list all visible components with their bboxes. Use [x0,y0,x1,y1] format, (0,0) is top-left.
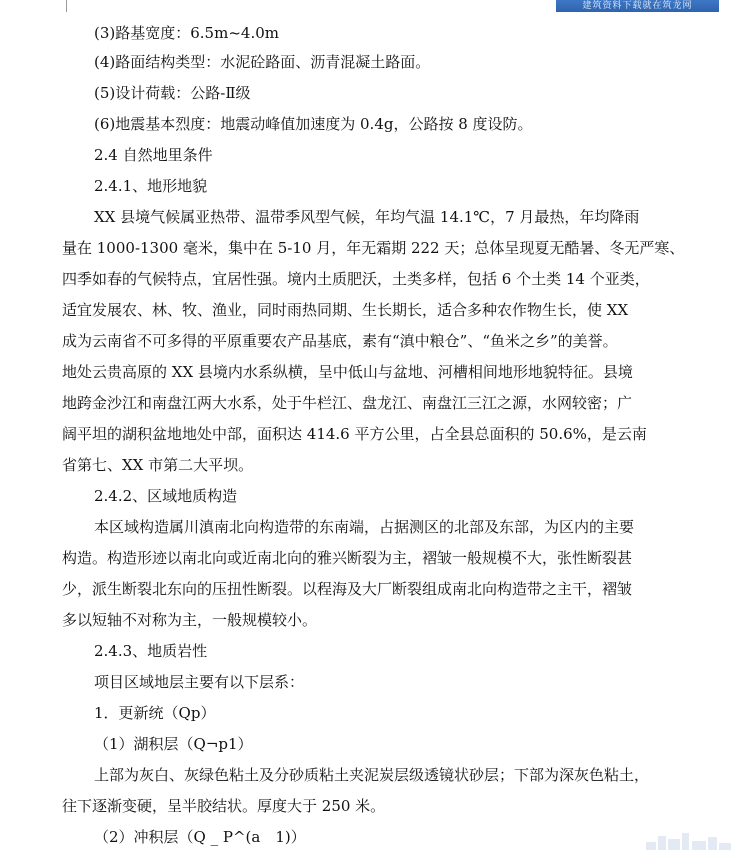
section-heading-2-4: 2.4 自然地里条件 [94,146,213,164]
spec-design-load: (5)设计荷载：公路-Ⅱ级 [94,84,251,102]
subsection-heading-2-4-1: 2.4.1、地形地貌 [94,177,208,195]
spec-roadbed-width: (3)路基宽度：6.5m~4.0m [94,24,279,42]
paragraph-line: 地处云贵高原的 XX 县境内水系纵横，呈中低山与盆地、河槽相间地形地貌特征。县境 [62,363,633,381]
subsection-heading-2-4-3: 2.4.3、地质岩性 [94,642,208,660]
paragraph-line: 本区域构造属川滇南北向构造带的东南端，占据测区的北部及东部，为区内的主要 [94,518,635,536]
subsection-heading-2-4-2: 2.4.2、区域地质构造 [94,487,238,505]
watermark-banner: 建筑资料下载就在筑龙网 [556,0,719,12]
paragraph-line: 成为云南省不可多得的平原重要农产品基底，素有“滇中粮仓”、“鱼米之乡”的美誉。 [62,332,618,350]
paragraph-line: 上部为灰白、灰绿色粘土及分砂质粘土夹泥炭层级透镜状砂层；下部为深灰色粘土， [94,766,650,784]
list-item-alluvial: （2）冲积层（Q _ P^(a 1)） [94,828,306,846]
paragraph-line: XX 县境气候属亚热带、温带季风型气候，年均气温 14.1℃，7 月最热，年均降雨 [94,208,640,226]
paragraph-line: 量在 1000-1300 毫米，集中在 5-10 月，年无霜期 222 天；总体呈现夏无酷暑、冬无严寒、 [62,239,685,257]
paragraph-line: 构造。构造形迹以南北向或近南北向的雅兴断裂为主，褶皱一般规模不大，张性断裂甚 [62,549,633,567]
faint-corner-logo-icon [644,830,734,852]
spec-pavement-type: (4)路面结构类型：水泥砼路面、沥青混凝土路面。 [94,53,431,71]
spec-seismic: (6)地震基本烈度：地震动峰值加速度为 0.4g，公路按 8 度设防。 [94,115,533,133]
paragraph-line: 地跨金沙江和南盘江两大水系，处于牛栏江、盘龙江、南盘江三江之源，水网较密；广 [62,394,633,412]
paragraph-line: 多以短轴不对称为主，一般规模较小。 [62,611,318,629]
list-item-lacustrine: （1）湖积层（Q¬p1） [94,735,253,753]
paragraph-line: 少，派生断裂北东向的压扭性断裂。以程海及大厂断裂组成南北向构造带之主干，褶皱 [62,580,633,598]
paragraph-line: 省第七、XX 市第二大平坝。 [62,456,254,474]
paragraph-line: 项目区域地层主要有以下层系： [94,673,305,691]
paragraph-line: 四季如春的气候特点，宜居性强。境内土质肥沃，土类多样，包括 6 个土类 14 个亚类， [62,270,650,288]
paragraph-line: 往下逐渐变硬，呈半胶结状。厚度大于 250 米。 [62,797,386,815]
paragraph-line: 阔平坦的湖积盆地地处中部，面积达 414.6 平方公里，占全县总面积的 50.6%，是云南 [62,425,647,443]
paragraph-line: 适宜发展农、林、牧、渔业，同时雨热同期、生长期长，适合多种农作物生长，使 XX [62,301,629,319]
list-item-pleistocene: 1．更新统（Qp） [94,704,216,722]
